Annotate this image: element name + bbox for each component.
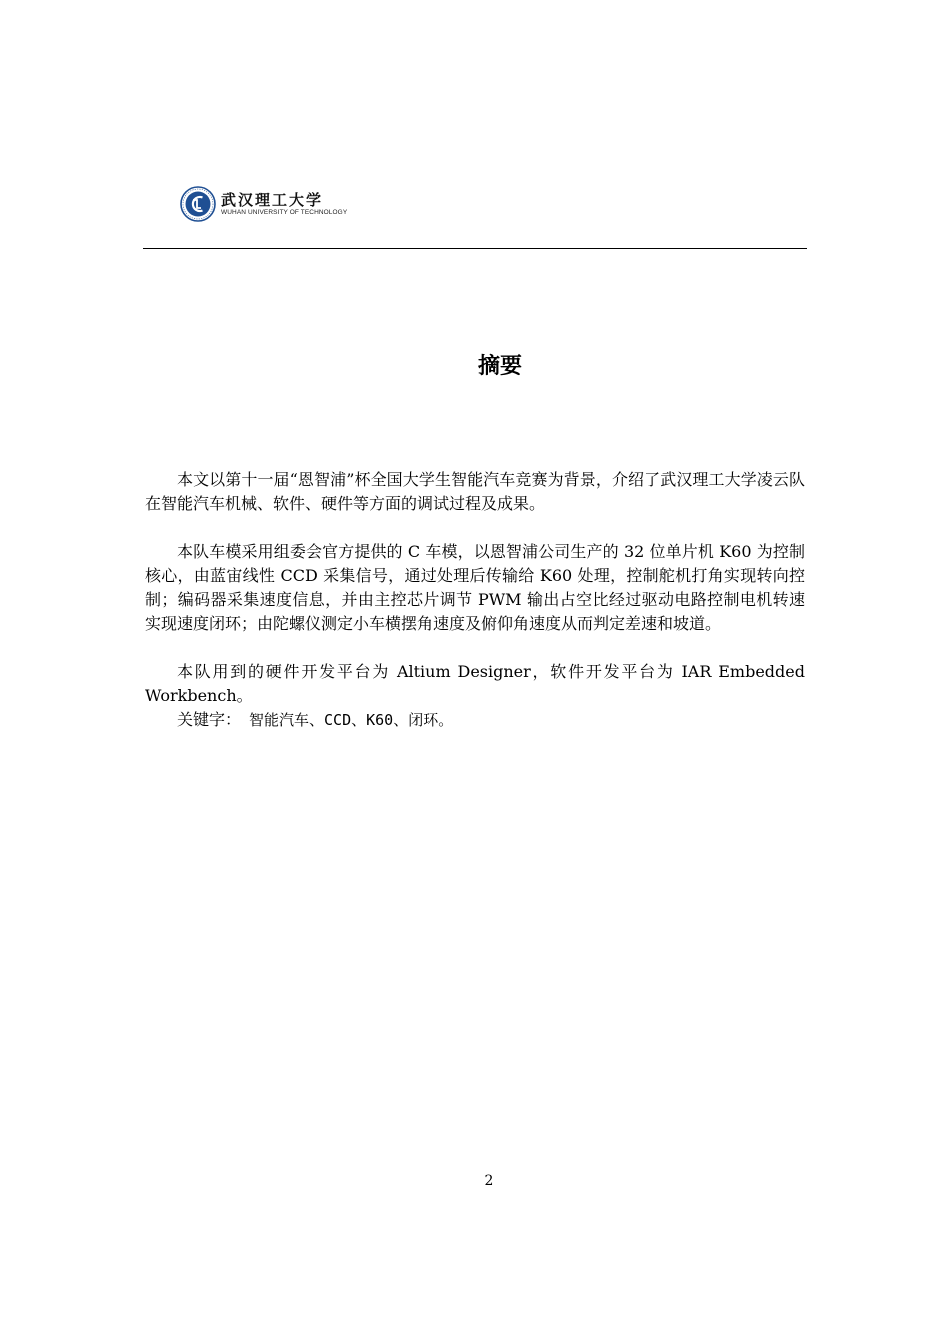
university-name-cn: 武汉理工大学 bbox=[221, 191, 324, 209]
abstract-body bbox=[145, 468, 805, 732]
university-logo bbox=[180, 184, 347, 224]
page-title: 摘要 bbox=[477, 354, 522, 379]
university-emblem-icon bbox=[180, 186, 216, 222]
abstract-paragraph-2: 本队车模采用组委会官方提供的 C 车模，以恩智浦公司生产的 32 位单片机 K60 为控制核心，由蓝宙线性 CCD 采集信号，通过处理后传输给 K60 处理，控制舵机打角实现转向控制；编码器采集速度信息，并由主控芯片调节 PWM 输出占空比经过驱动电路控制电机转速实现速度闭环；由陀螺仪测定小车横摆角速度及俯仰角速度从而判定差速和坡道。 bbox=[145, 542, 805, 633]
keywords-line bbox=[145, 708, 805, 732]
abstract-paragraph-3: 本队用到的硬件开发平台为 Altium Designer，软件开发平台为 IAR Embedded Workbench。 bbox=[145, 662, 805, 705]
page-number: 2 bbox=[484, 1173, 494, 1189]
header-divider bbox=[143, 248, 807, 249]
abstract-paragraph-1: 本文以第十一届“恩智浦”杯全国大学生智能汽车竞赛为背景，介绍了武汉理工大学凌云队在智能汽车机械、软件、硬件等方面的调试过程及成果。 bbox=[145, 470, 805, 513]
keywords-value: 智能汽车、CCD、K60、闭环。 bbox=[249, 711, 454, 729]
university-name-en: WUHAN UNIVERSITY OF TECHNOLOGY bbox=[221, 209, 348, 216]
keywords-label: 关键字： bbox=[177, 710, 242, 729]
